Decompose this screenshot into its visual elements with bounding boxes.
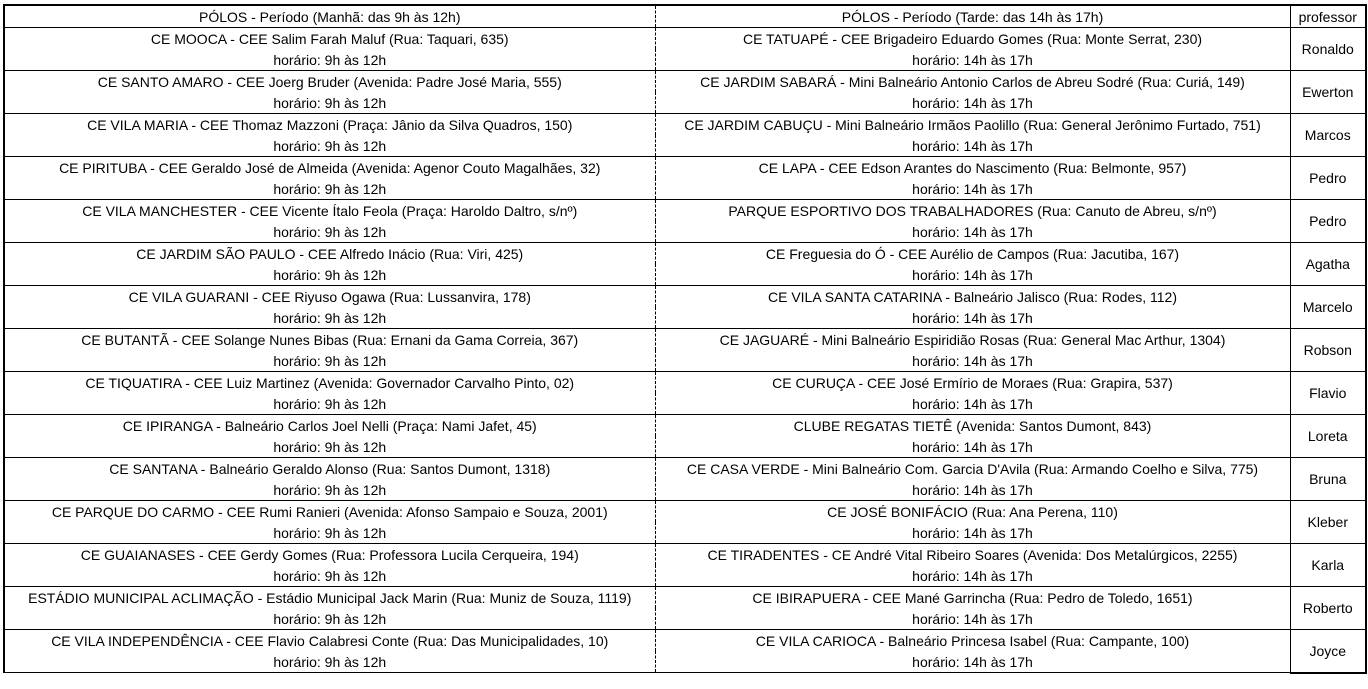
professor-cell: Kleber [1290, 501, 1366, 544]
morning-hours-cell: horário: 9h às 12h [4, 565, 655, 587]
morning-hours-cell: horário: 9h às 12h [4, 393, 655, 415]
header-afternoon-period: PÓLOS - Período (Tarde: das 14h às 17h) [655, 5, 1290, 28]
table-row-hours [4, 350, 1366, 372]
morning-hours-cell: horário: 9h às 12h [4, 479, 655, 501]
morning-hours-cell: horário: 9h às 12h [4, 49, 655, 71]
afternoon-place-cell: CE VILA SANTA CATARINA - Balneário Jalisco (Rua: Rodes, 112) [655, 286, 1290, 308]
professor-cell: Joyce [1290, 630, 1366, 673]
morning-place-cell: CE JARDIM SÃO PAULO - CEE Alfredo Inácio (Rua: Viri, 425) [4, 243, 655, 265]
afternoon-place-cell: CE JOSÉ BONIFÁCIO (Rua: Ana Perena, 110) [655, 501, 1290, 523]
professor-cell: Bruna [1290, 458, 1366, 501]
afternoon-place-cell: CE IBIRAPUERA - CEE Mané Garrincha (Rua: Pedro de Toledo, 1651) [655, 587, 1290, 609]
afternoon-place-cell: CE TIRADENTES - CE André Vital Ribeiro Soares (Avenida: Dos Metalúrgicos, 2255) [655, 544, 1290, 566]
morning-hours-cell: horário: 9h às 12h [4, 135, 655, 157]
morning-place-cell: CE SANTO AMARO - CEE Joerg Bruder (Avenida: Padre José Maria, 555) [4, 71, 655, 93]
morning-hours-cell: horário: 9h às 12h [4, 436, 655, 458]
morning-hours-cell: horário: 9h às 12h [4, 608, 655, 630]
afternoon-hours-cell: horário: 14h às 17h [655, 264, 1290, 286]
header-professor: professor [1290, 5, 1366, 28]
table-row-hours [4, 522, 1366, 544]
professor-cell: Roberto [1290, 587, 1366, 630]
table-row-hours [4, 135, 1366, 157]
afternoon-place-cell: CE CASA VERDE - Mini Balneário Com. Garcia D'Avila (Rua: Armando Coelho e Silva, 775) [655, 458, 1290, 480]
table-row [4, 329, 1366, 351]
morning-hours-cell: horário: 9h às 12h [4, 350, 655, 372]
morning-place-cell: CE PARQUE DO CARMO - CEE Rumi Ranieri (Avenida: Afonso Sampaio e Souza, 2001) [4, 501, 655, 523]
afternoon-place-cell: PARQUE ESPORTIVO DOS TRABALHADORES (Rua: Canuto de Abreu, s/nº) [655, 200, 1290, 222]
morning-hours-cell: horário: 9h às 12h [4, 264, 655, 286]
professor-cell: Flavio [1290, 372, 1366, 415]
morning-place-cell: CE GUAIANASES - CEE Gerdy Gomes (Rua: Professora Lucila Cerqueira, 194) [4, 544, 655, 566]
table-row [4, 501, 1366, 523]
table-row [4, 157, 1366, 179]
schedule-table [3, 4, 1367, 674]
morning-hours-cell: horário: 9h às 12h [4, 307, 655, 329]
morning-place-cell: CE VILA GUARANI - CEE Riyuso Ogawa (Rua: Lussanvira, 178) [4, 286, 655, 308]
table-row [4, 71, 1366, 93]
professor-cell: Pedro [1290, 200, 1366, 243]
morning-place-cell: ESTÁDIO MUNICIPAL ACLIMAÇÃO - Estádio Municipal Jack Marin (Rua: Muniz de Souza, 1119) [4, 587, 655, 609]
table-row [4, 114, 1366, 136]
afternoon-hours-cell: horário: 14h às 17h [655, 393, 1290, 415]
afternoon-hours-cell: horário: 14h às 17h [655, 49, 1290, 71]
table-row-hours [4, 608, 1366, 630]
afternoon-place-cell: CE Freguesia do Ó - CEE Aurélio de Campos (Rua: Jacutiba, 167) [655, 243, 1290, 265]
morning-place-cell: CE PIRITUBA - CEE Geraldo José de Almeida (Avenida: Agenor Couto Magalhães, 32) [4, 157, 655, 179]
morning-hours-cell: horário: 9h às 12h [4, 178, 655, 200]
professor-cell: Ewerton [1290, 71, 1366, 114]
table-row [4, 200, 1366, 222]
table-row [4, 587, 1366, 609]
afternoon-hours-cell: horário: 14h às 17h [655, 608, 1290, 630]
table-row-hours [4, 49, 1366, 71]
professor-cell: Loreta [1290, 415, 1366, 458]
professor-cell: Agatha [1290, 243, 1366, 286]
morning-place-cell: CE SANTANA - Balneário Geraldo Alonso (Rua: Santos Dumont, 1318) [4, 458, 655, 480]
afternoon-place-cell: CE JARDIM SABARÁ - Mini Balneário Antonio Carlos de Abreu Sodré (Rua: Curiá, 149) [655, 71, 1290, 93]
morning-place-cell: CE MOOCA - CEE Salim Farah Maluf (Rua: Taquari, 635) [4, 28, 655, 50]
header-row [4, 5, 1366, 28]
table-row-hours [4, 479, 1366, 501]
afternoon-hours-cell: horário: 14h às 17h [655, 350, 1290, 372]
table-row-hours [4, 92, 1366, 114]
afternoon-hours-cell: horário: 14h às 17h [655, 178, 1290, 200]
table-row [4, 544, 1366, 566]
afternoon-hours-cell: horário: 14h às 17h [655, 436, 1290, 458]
afternoon-hours-cell: horário: 14h às 17h [655, 565, 1290, 587]
table-row [4, 458, 1366, 480]
table-row [4, 372, 1366, 394]
afternoon-hours-cell: horário: 14h às 17h [655, 522, 1290, 544]
afternoon-hours-cell: horário: 14h às 17h [655, 479, 1290, 501]
table-row-hours [4, 264, 1366, 286]
afternoon-place-cell: CE JAGUARÉ - Mini Balneário Espiridião Rosas (Rua: General Mac Arthur, 1304) [655, 329, 1290, 351]
afternoon-place-cell: CE LAPA - CEE Edson Arantes do Nascimento (Rua: Belmonte, 957) [655, 157, 1290, 179]
table-row [4, 243, 1366, 265]
morning-hours-cell: horário: 9h às 12h [4, 92, 655, 114]
table-row-hours [4, 307, 1366, 329]
table-row [4, 415, 1366, 437]
schedule-body [4, 28, 1366, 673]
professor-cell: Marcos [1290, 114, 1366, 157]
morning-place-cell: CE VILA MANCHESTER - CEE Vicente Ítalo Feola (Praça: Haroldo Daltro, s/nº) [4, 200, 655, 222]
header-morning-period: PÓLOS - Período (Manhã: das 9h às 12h) [4, 5, 655, 28]
professor-cell: Robson [1290, 329, 1366, 372]
afternoon-hours-cell: horário: 14h às 17h [655, 92, 1290, 114]
afternoon-place-cell: CE TATUAPÉ - CEE Brigadeiro Eduardo Gomes (Rua: Monte Serrat, 230) [655, 28, 1290, 50]
afternoon-hours-cell: horário: 14h às 17h [655, 135, 1290, 157]
professor-cell: Pedro [1290, 157, 1366, 200]
afternoon-place-cell: CE CURUÇA - CEE José Ermírio de Moraes (Rua: Grapira, 537) [655, 372, 1290, 394]
morning-hours-cell: horário: 9h às 12h [4, 221, 655, 243]
table-row-hours [4, 221, 1366, 243]
morning-place-cell: CE IPIRANGA - Balneário Carlos Joel Nelli (Praça: Nami Jafet, 45) [4, 415, 655, 437]
table-row-hours [4, 436, 1366, 458]
morning-place-cell: CE VILA MARIA - CEE Thomaz Mazzoni (Praça: Jânio da Silva Quadros, 150) [4, 114, 655, 136]
afternoon-hours-cell: horário: 14h às 17h [655, 307, 1290, 329]
morning-hours-cell: horário: 9h às 12h [4, 522, 655, 544]
afternoon-place-cell: CE VILA CARIOCA - Balneário Princesa Isabel (Rua: Campante, 100) [655, 630, 1290, 652]
table-row-hours [4, 393, 1366, 415]
table-row [4, 630, 1366, 652]
table-row-hours [4, 178, 1366, 200]
table-row [4, 286, 1366, 308]
morning-place-cell: CE TIQUATIRA - CEE Luiz Martinez (Avenida: Governador Carvalho Pinto, 02) [4, 372, 655, 394]
table-row-hours [4, 565, 1366, 587]
morning-hours-cell: horário: 9h às 12h [4, 651, 655, 673]
table-row-hours [4, 651, 1366, 673]
afternoon-place-cell: CE JARDIM CABUÇU - Mini Balneário Irmãos Paolillo (Rua: General Jerônimo Furtado, 751) [655, 114, 1290, 136]
professor-cell: Karla [1290, 544, 1366, 587]
afternoon-hours-cell: horário: 14h às 17h [655, 651, 1290, 673]
morning-place-cell: CE BUTANTÃ - CEE Solange Nunes Bibas (Rua: Ernani da Gama Correia, 367) [4, 329, 655, 351]
professor-cell: Ronaldo [1290, 28, 1366, 71]
table-row [4, 28, 1366, 50]
afternoon-hours-cell: horário: 14h às 17h [655, 221, 1290, 243]
afternoon-place-cell: CLUBE REGATAS TIETÊ (Avenida: Santos Dumont, 843) [655, 415, 1290, 437]
morning-place-cell: CE VILA INDEPENDÊNCIA - CEE Flavio Calabresi Conte (Rua: Das Municipalidades, 10) [4, 630, 655, 652]
professor-cell: Marcelo [1290, 286, 1366, 329]
